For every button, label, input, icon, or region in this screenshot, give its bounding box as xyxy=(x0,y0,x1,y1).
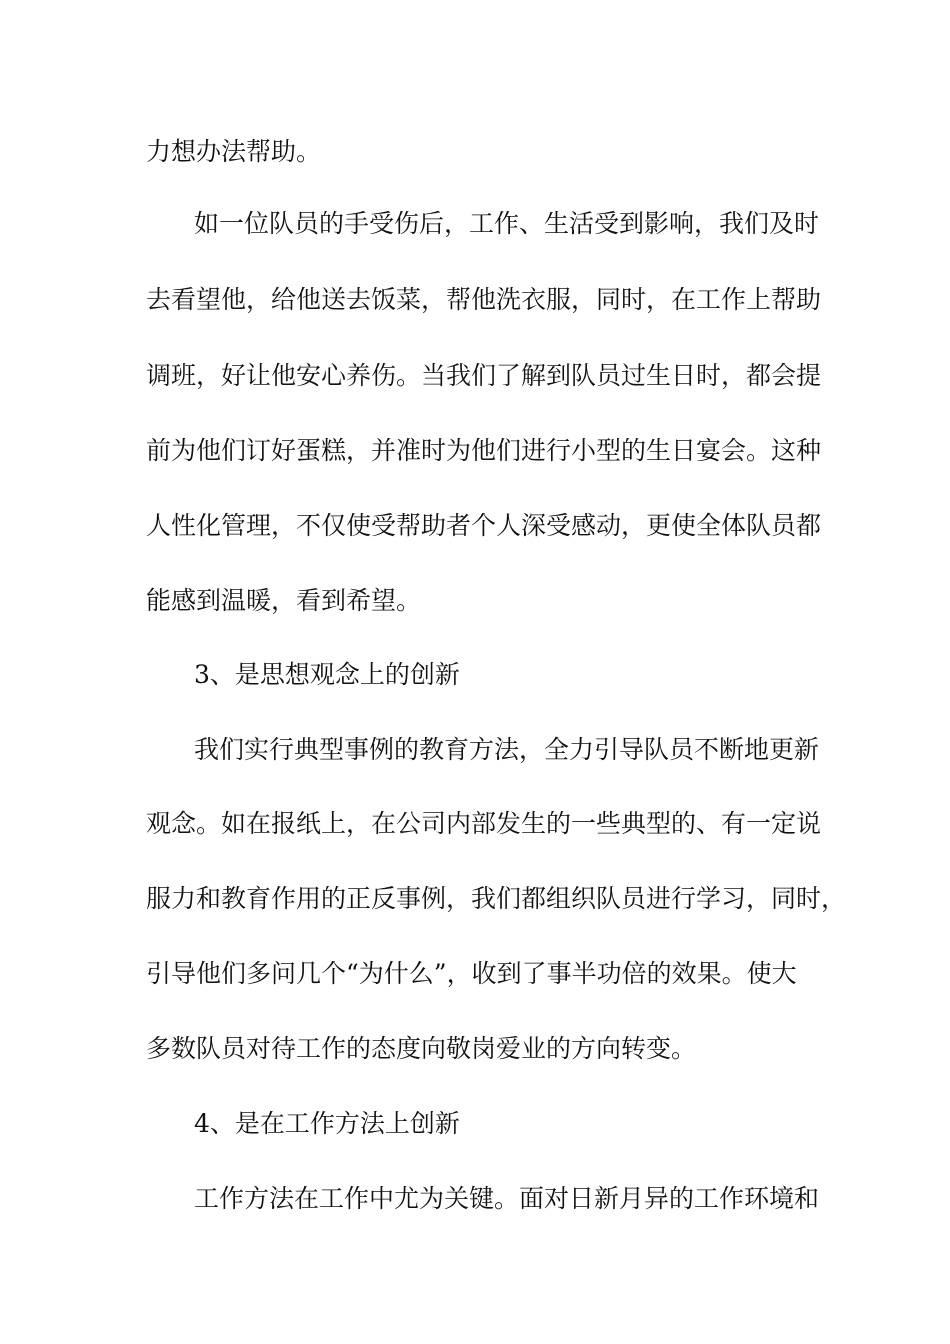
paragraph-line: 服力和教育作用的正反事例，我们都组织队员进行学习，同时， xyxy=(146,884,847,913)
paragraph-line: 调班，好让他安心养伤。当我们了解到队员过生日时，都会提 xyxy=(146,361,822,390)
paragraph-line: 如一位队员的手受伤后，工作、生活受到影响，我们及时 xyxy=(194,209,820,238)
section-heading: 4、是在工作方法上创新 xyxy=(194,1109,460,1138)
paragraph-line: 观念。如在报纸上，在公司内部发生的一些典型的、有一定说 xyxy=(146,809,822,838)
paragraph-line: 力想办法帮助。 xyxy=(146,137,322,166)
section-heading: 3、是思想观念上的创新 xyxy=(194,660,460,689)
paragraph-line: 前为他们订好蛋糕，并准时为他们进行小型的生日宴会。这种 xyxy=(146,436,822,465)
paragraph-line: 引导他们多问几个“为什么”，收到了事半功倍的效果。使大 xyxy=(146,959,797,988)
paragraph-line: 人性化管理，不仅使受帮助者个人深受感动，更使全体队员都 xyxy=(146,511,822,540)
paragraph-line: 多数队员对待工作的态度向敬岗爱业的方向转变。 xyxy=(146,1034,697,1063)
paragraph-line: 能感到温暖，看到希望。 xyxy=(146,586,422,615)
paragraph-line: 我们实行典型事例的教育方法，全力引导队员不断地更新 xyxy=(194,735,820,764)
paragraph-line: 去看望他，给他送去饭菜，帮他洗衣服，同时，在工作上帮助 xyxy=(146,285,822,314)
paragraph-line: 工作方法在工作中尤为关键。面对日新月异的工作环境和 xyxy=(194,1184,820,1213)
